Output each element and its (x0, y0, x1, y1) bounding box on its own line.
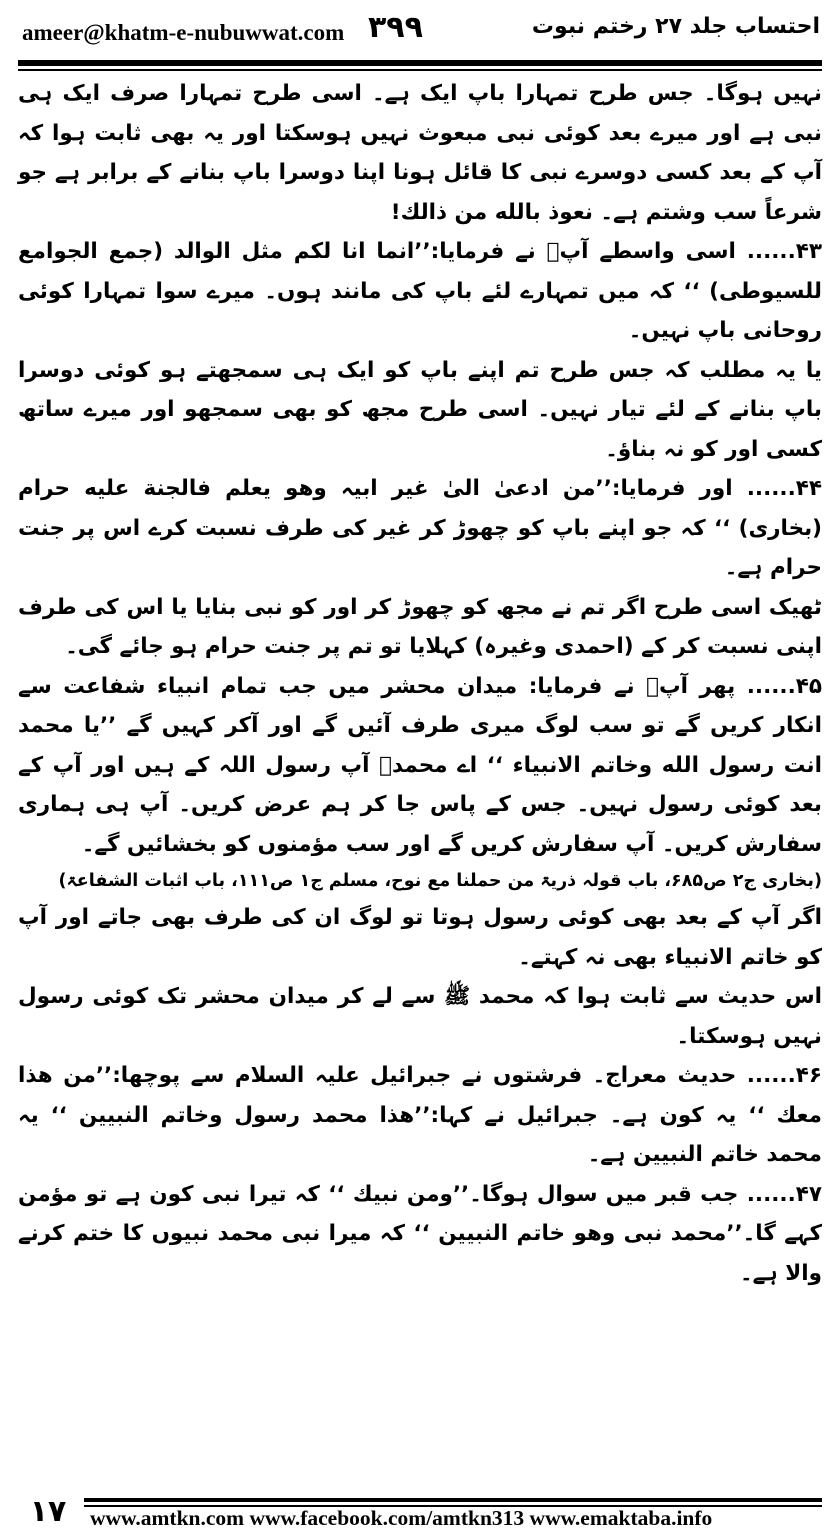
paragraph-46: ۴۶...... حدیث معراج۔ فرشتوں نے جبرائیل علیہ السلام سے پوچھا:’’من ھذا معك ‘‘ یہ کون ہے۔ جبرائیل نے کہا:’’ھذا محمد رسول وخاتم النبیین ‘‘ یہ محمد خاتم النبیین ہے۔ (18, 1063, 822, 1167)
header-email: ameer@khatm-e-nubuwwat.com (22, 20, 345, 45)
paragraph-44-explanation: ٹھیک اسی طرح اگر تم نے مجھ کو چھوڑ کر اور کو نبی بنایا یا اس کی طرف اپنی نسبت کر کے (احمدی وغیرہ) کہلایا تو تم پر جنت حرام ہو جائے گی۔ (18, 594, 822, 659)
page-number: ۳۹۹ (368, 10, 423, 45)
paragraph-44: ۴۴...... اور فرمایا:’’من ادعیٰ الیٰ غیر ابیہ وھو یعلم فالجنة علیه حرام (بخاری) ‘‘ کہ جو اپنے باپ کو چھوڑ کر غیر کی طرف نسبت کرے اس پر جنت حرام ہے۔ (18, 476, 822, 580)
paragraph-45-conclusion: اس حدیث سے ثابت ہوا کہ محمد ﷺ سے لے کر میدان محشر تک کوئی رسول نہیں ہوسکتا۔ (18, 984, 822, 1049)
reference-citation: (بخاری ج۲ ص۶۸۵، باب قولہ ذریۃ من حملنا مع نوح، مسلم ج۱ ص۱۱۱، باب اثبات الشفاعۃ) (58, 871, 822, 891)
paragraph-47: ۴۷...... جب قبر میں سوال ہوگا۔’’ومن نبیك ‘‘ کہ تیرا نبی کون ہے تو مؤمن کہے گا۔’’محمد نبی وھو خاتم النبیین ‘‘ کہ میرا نبی محمد نبیوں کا ختم کرنے والا ہے۔ (18, 1181, 822, 1286)
page-header (0, 0, 840, 62)
page-body (18, 74, 822, 1486)
paragraph-43: ۴۳...... اسی واسطے آپؐ نے فرمایا:’’انما انا لکم مثل الوالد (جمع الجوامع للسیوطی) ‘‘ کہ میں تمہارے لئے باپ کی مانند ہوں۔ میرے سوا تمہارا کوئی روحانی باپ نہیں۔ (18, 239, 822, 343)
page-footer (0, 1492, 840, 1540)
paragraph-43-explanation: یا یہ مطلب کہ جس طرح تم اپنے باپ کو ایک ہی سمجھتے ہو کوئی دوسرا باپ بنانے کے لئے تیار نہیں۔ اسی طرح مجھ کو بھی سمجھو اور میرے ساتھ کسی اور کو نہ بناؤ۔ (18, 357, 822, 462)
paragraph-intro: نہیں ہوگا۔ جس طرح تمہارا باپ ایک ہے۔ اسی طرح تمہارا صرف ایک ہی نبی ہے اور میرے بعد کوئی نبی مبعوث نہیں ہوسکتا اور یہ بھی ثابت ہوا کہ آپ کے بعد کسی دوسرے نبی کا قائل ہونا اپنا دوسرا باپ بنانے کے برابر ہے جو شرعاً سب وشتم ہے۔ نعوذ بالله من ذالك! (18, 81, 822, 225)
header-rule (18, 60, 822, 66)
footer-page-marker: ۱۷ (29, 1494, 67, 1529)
footer-rule (84, 1498, 822, 1502)
header-rule-thin (18, 69, 822, 71)
paragraph-45-explanation: اگر آپ کے بعد بھی کوئی رسول ہوتا تو لوگ ان کی طرف بھی جاتے اور آپ کو خاتم الانبیاء بھی نہ کہتے۔ (18, 905, 822, 970)
running-title: احتساب جلد ۲۷ رختم نبوت (531, 14, 820, 39)
footer-urls: www.amtkn.com www.facebook.com/amtkn313 www.emaktaba.info (90, 1506, 713, 1530)
paragraph-45: ۴۵...... پھر آپؐ نے فرمایا: میدان محشر میں جب تمام انبیاء شفاعت سے انکار کریں گے تو سب لوگ میری طرف آئیں گے اور آکر کہیں گے ’’یا محمد انت رسول الله وخاتم الانبیاء ‘‘ اے محمدؐ آپ رسول اللہ کے ہیں اور آپ کے بعد کوئی رسول نہیں۔ جس کے پاس جا کر ہم عرض کریں۔ آپ ہی ہماری سفارش کریں۔ آپ سفارش کریں گے اور سب مؤمنوں کو بخشائیں گے۔ (18, 673, 822, 857)
